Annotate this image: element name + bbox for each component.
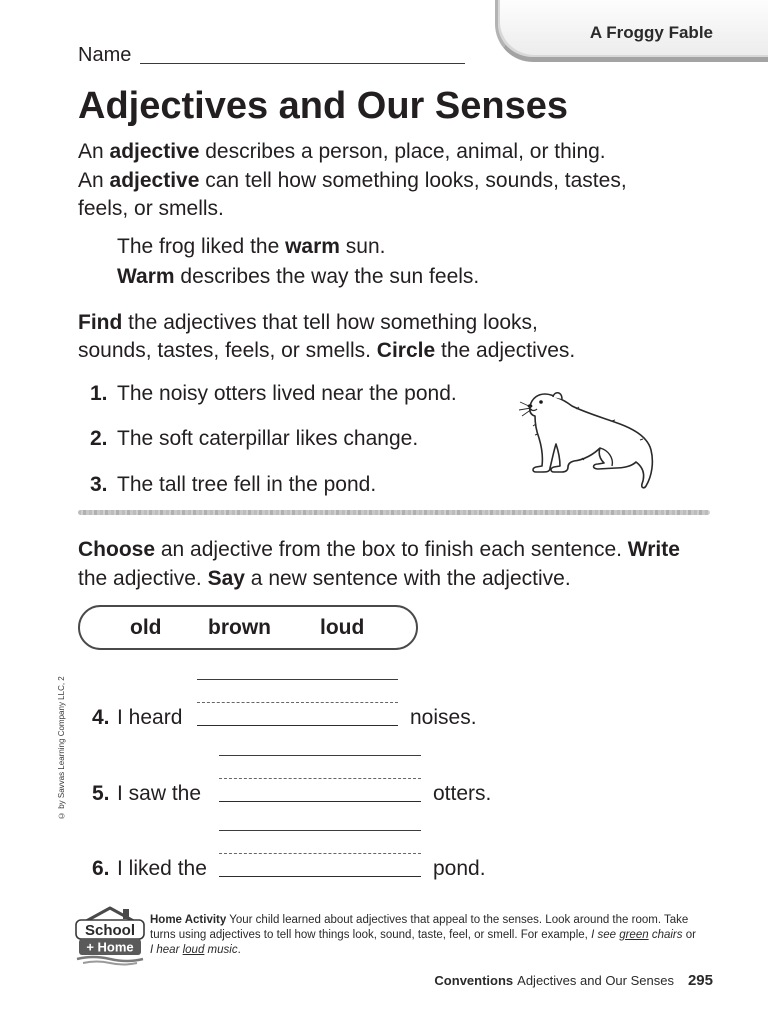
writing-line-top xyxy=(219,830,421,831)
text-segment: an adjective from the box to finish each sentence. xyxy=(155,538,628,561)
definition-paragraph xyxy=(78,138,627,224)
text-segment: or xyxy=(682,929,696,941)
item-number: 4. xyxy=(92,706,110,729)
writing-line-dashed xyxy=(219,778,421,779)
text-segment: describes the way the sun feels. xyxy=(174,265,480,288)
directions-line xyxy=(78,337,575,365)
example-text: I hear xyxy=(150,944,183,956)
logo-chimney xyxy=(123,909,129,919)
action-word: Find xyxy=(78,311,123,334)
text-segment: sounds, tastes, feels, or smells. xyxy=(78,339,377,362)
answer-blank-5[interactable] xyxy=(219,755,421,803)
home-activity-line xyxy=(150,913,696,928)
home-activity xyxy=(150,913,696,958)
sentence-start: I liked the xyxy=(117,857,207,880)
action-word: Write xyxy=(627,538,680,561)
text-segment: An xyxy=(78,140,110,163)
word-choice: old xyxy=(130,616,162,639)
item-number: 1. xyxy=(90,382,108,405)
copyright-notice: © by Savvas Learning Company LLC, 2 xyxy=(57,676,66,820)
part1-directions xyxy=(78,309,575,365)
item-number: 2. xyxy=(90,427,108,450)
footer-section: Conventions xyxy=(434,973,514,988)
writing-line-top xyxy=(219,755,421,756)
writing-line-top xyxy=(197,679,398,680)
answer-blank-6[interactable] xyxy=(219,830,421,878)
chapter-title: A Froggy Fable xyxy=(589,23,713,42)
text-segment: the adjective. xyxy=(78,567,208,590)
item-sentence[interactable]: The soft caterpillar likes change. xyxy=(117,427,419,450)
exercise-item-1 xyxy=(90,380,457,408)
key-term: adjective xyxy=(109,168,200,192)
definition-line: feels, or smells. xyxy=(78,197,224,220)
text-segment: a new sentence with the adjective. xyxy=(244,567,571,590)
text-segment: the adjectives that tell how something looks, xyxy=(122,311,538,334)
text-segment: describes a person, place, animal, or thing. xyxy=(199,140,606,163)
part2-directions xyxy=(78,535,680,593)
sentence-end: otters. xyxy=(433,782,492,805)
text-segment: . xyxy=(237,944,241,956)
sentence-start: I saw the xyxy=(117,782,202,805)
writing-line-base xyxy=(219,876,421,877)
example-adjective: warm xyxy=(285,235,340,258)
sentence-end: noises. xyxy=(410,706,477,729)
home-activity-heading: Home Activity xyxy=(150,914,227,926)
name-label: Name xyxy=(78,44,132,66)
chapter-tab xyxy=(495,0,768,62)
fill-in-item-6 xyxy=(92,855,207,883)
example-line xyxy=(117,262,479,292)
writing-line-base xyxy=(219,801,421,802)
footer-topic: Adjectives and Our Senses xyxy=(517,973,674,988)
example-paragraph xyxy=(117,232,479,292)
word-choice: loud xyxy=(320,616,365,639)
example-text: I see xyxy=(591,929,620,941)
home-activity-line xyxy=(150,943,696,958)
text-segment: can tell how something looks, sounds, tastes, xyxy=(199,168,627,192)
directions-line xyxy=(78,535,680,564)
example-line xyxy=(117,232,479,262)
item-number: 5. xyxy=(92,782,110,805)
logo-school-text: School xyxy=(84,922,136,939)
school-home-logo xyxy=(73,903,147,967)
section-divider xyxy=(78,510,710,515)
action-word: Say xyxy=(207,567,245,590)
example-adjective: green xyxy=(619,929,649,941)
text-segment: An xyxy=(78,168,110,192)
writing-line-dashed xyxy=(197,702,398,703)
item-number: 3. xyxy=(90,473,108,496)
page-number: 295 xyxy=(687,972,713,989)
example-adjective: loud xyxy=(182,944,205,956)
page-title: Adjectives and Our Senses xyxy=(78,85,568,127)
definition-line xyxy=(78,167,627,196)
fill-in-item-5 xyxy=(92,780,201,808)
home-activity-line xyxy=(150,928,696,943)
logo-base xyxy=(77,957,143,961)
word-choice: brown xyxy=(208,616,271,639)
action-word: Circle xyxy=(376,339,436,362)
text-segment: Your child learned about adjectives that appeal to the senses. Look around the room. Take xyxy=(226,914,689,926)
word-box xyxy=(78,605,418,650)
writing-line-base xyxy=(197,725,398,726)
text-segment: turns using adjectives to tell how things look, sound, taste, feel, or smell. For example, xyxy=(150,929,592,941)
name-input-line[interactable] xyxy=(140,63,465,64)
item-sentence[interactable]: The noisy otters lived near the pond. xyxy=(117,382,457,405)
page-footer xyxy=(434,972,713,990)
writing-line-dashed xyxy=(219,853,421,854)
sentence-start: I heard xyxy=(117,706,183,729)
answer-blank-4[interactable] xyxy=(197,679,398,727)
fill-in-item-4 xyxy=(92,704,182,732)
exercise-item-2 xyxy=(90,425,418,453)
item-sentence[interactable]: The tall tree fell in the pond. xyxy=(117,473,377,496)
directions-line xyxy=(78,309,575,337)
directions-line xyxy=(78,564,680,593)
exercise-item-3 xyxy=(90,471,376,499)
example-text: chairs xyxy=(648,929,683,941)
example-text: music xyxy=(204,944,238,956)
text-segment: sun. xyxy=(339,235,386,258)
action-word: Choose xyxy=(78,538,156,561)
sentence-end: pond. xyxy=(433,857,486,880)
logo-home-text: + Home xyxy=(86,939,134,955)
key-term: adjective xyxy=(109,140,200,163)
example-adjective: Warm xyxy=(117,265,175,288)
otter-illustration xyxy=(514,388,656,492)
otter-eye xyxy=(539,400,543,404)
item-number: 6. xyxy=(92,857,110,880)
text-segment: The frog liked the xyxy=(117,235,286,258)
text-segment: the adjectives. xyxy=(435,339,576,362)
definition-line xyxy=(78,138,627,167)
otter-body xyxy=(530,394,653,488)
